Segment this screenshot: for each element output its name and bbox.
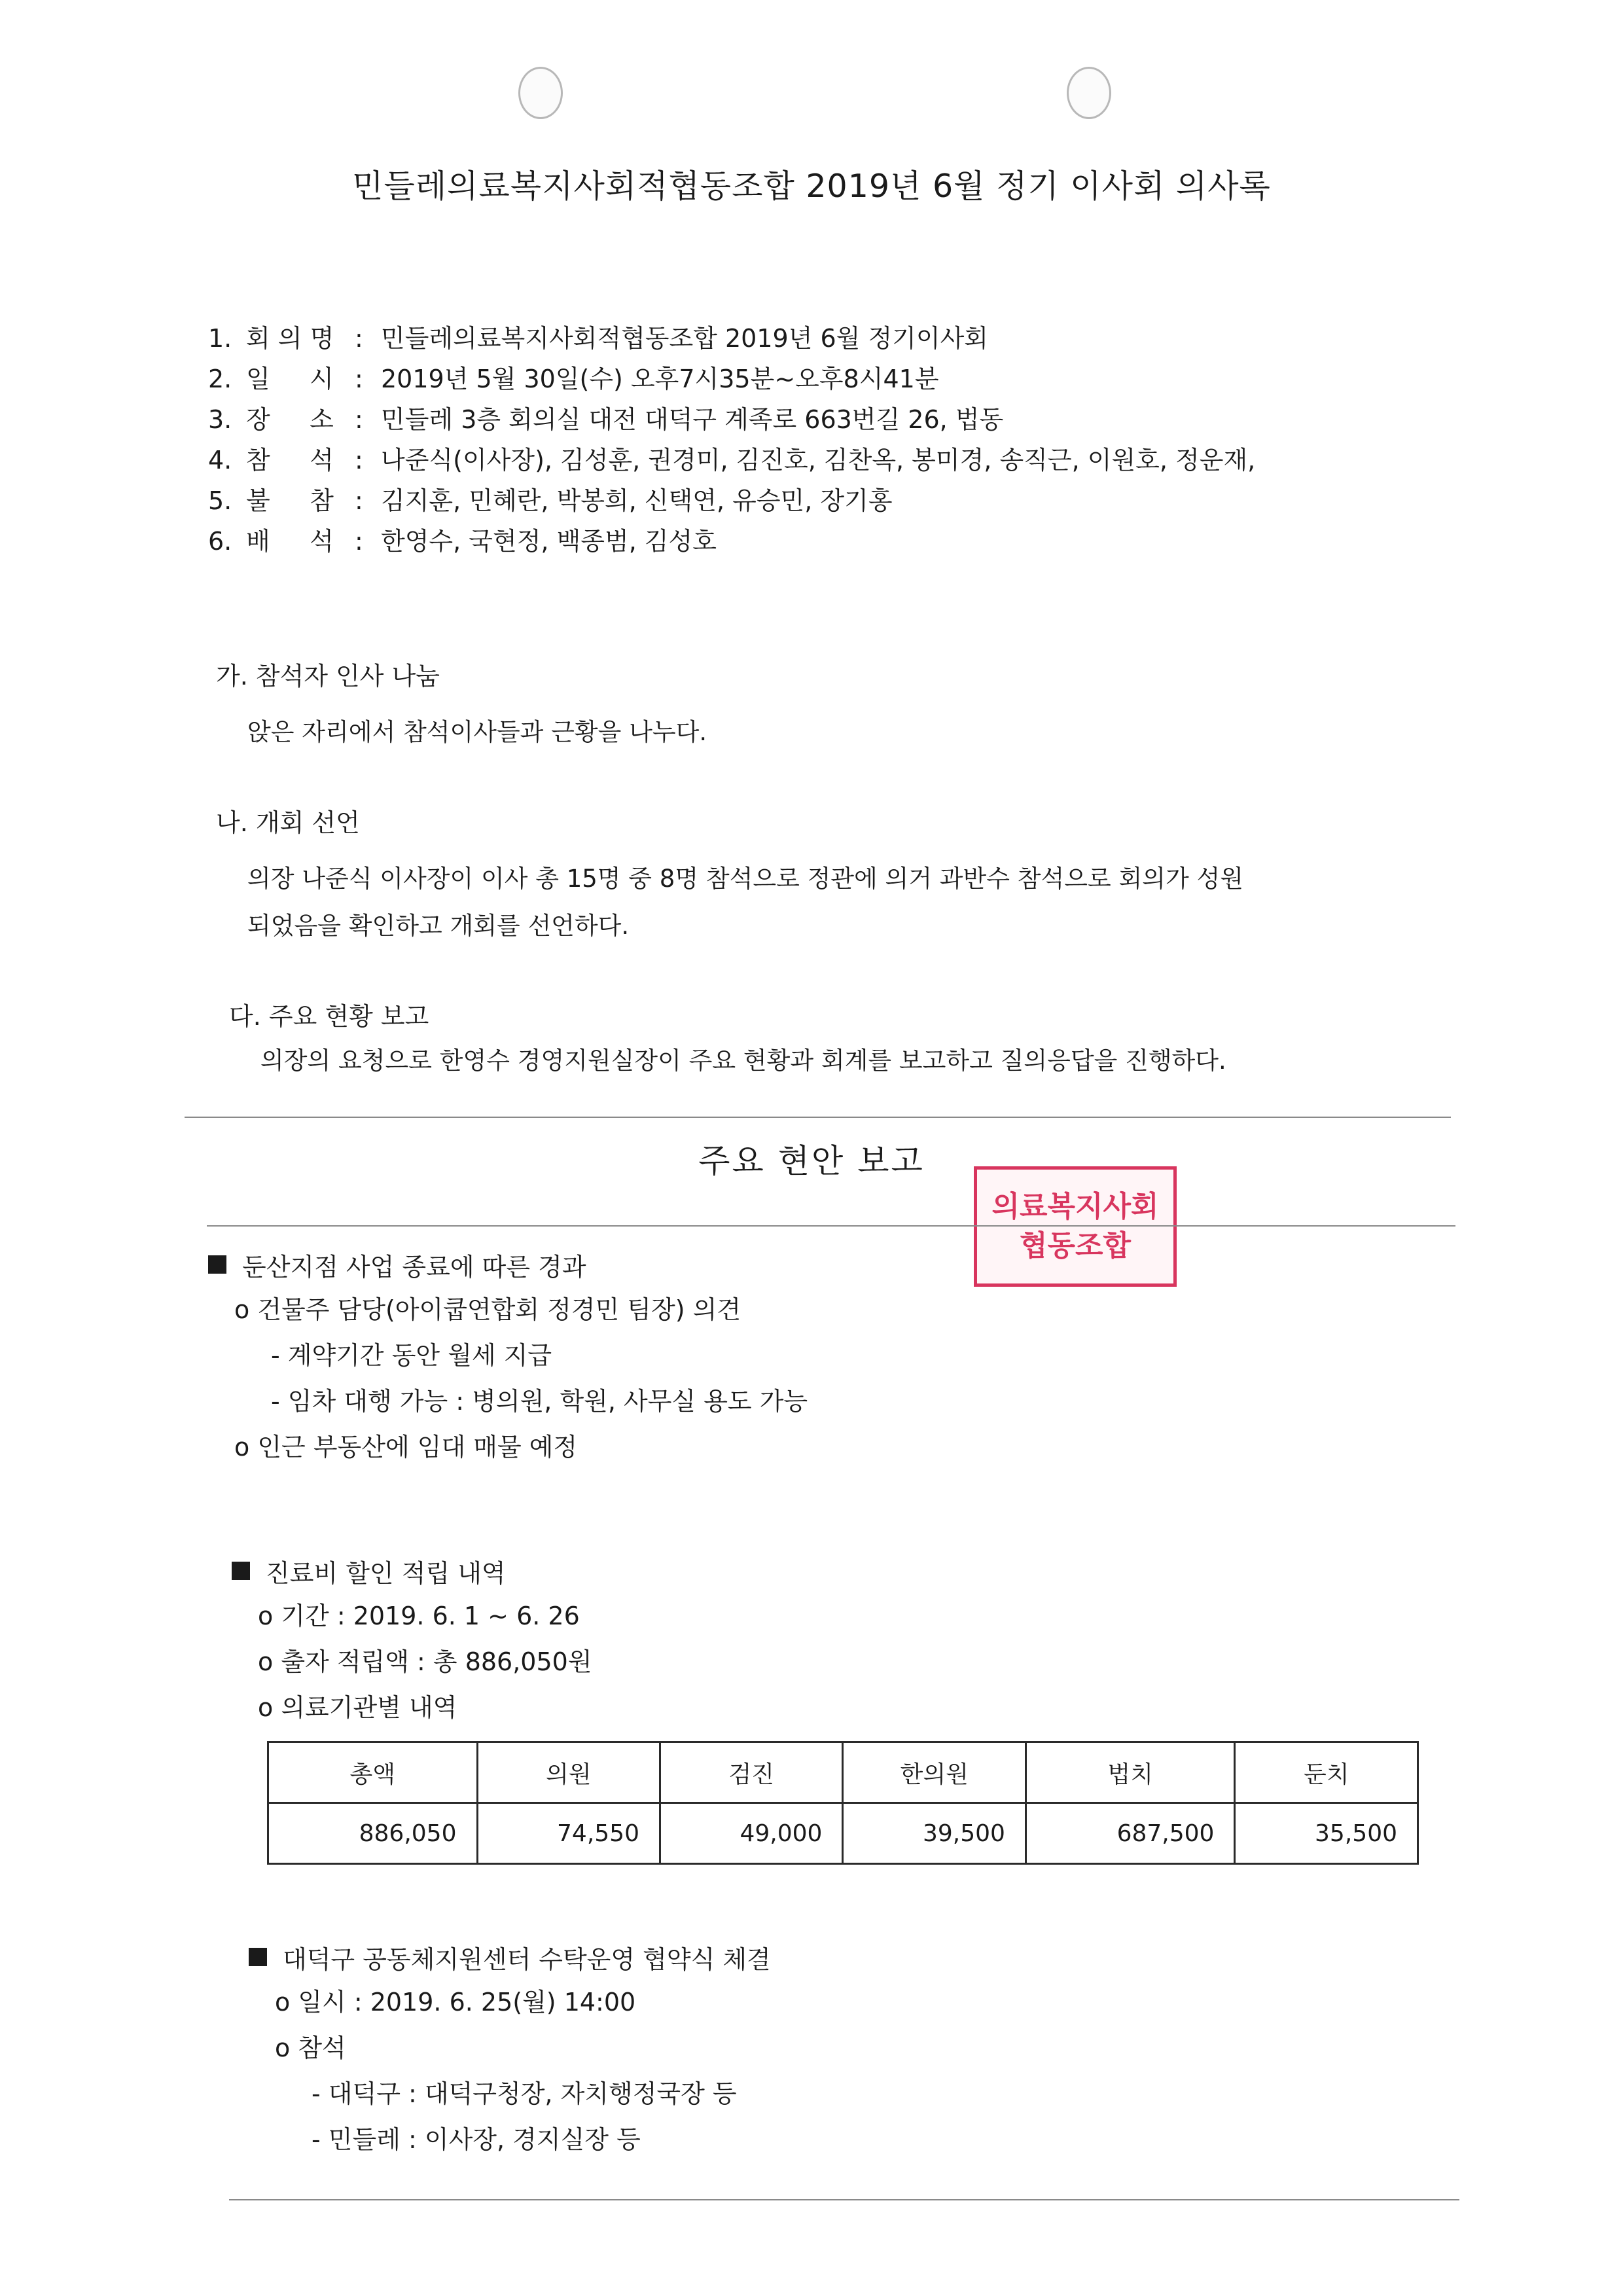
list-item: o 일시 : 2019. 6. 25(월) 14:00 [275, 1987, 636, 2017]
seal-line-top: 의료복지사회 [991, 1190, 1159, 1223]
section-heading: 다. 주요 현황 보고 [229, 1002, 429, 1031]
table-cell: 687,500 [1026, 1803, 1235, 1864]
info-row-absentees [208, 480, 1255, 521]
section-body [216, 855, 1243, 950]
section-body [216, 709, 707, 756]
divider-bottom [229, 2199, 1459, 2200]
info-label: 참 석 [246, 446, 334, 475]
list-item: - 민들레 : 이사장, 경지실장 등 [312, 2125, 641, 2154]
info-value: 한영수, 국현정, 백종범, 김성호 [381, 527, 717, 556]
info-number: 1. [208, 324, 232, 353]
table-header-cell: 한의원 [843, 1742, 1026, 1803]
info-number: 3. [208, 405, 232, 434]
info-number: 4. [208, 446, 232, 475]
table-cell: 886,050 [268, 1803, 478, 1864]
section-paragraph: 의장의 요청으로 한영수 경영지원실장이 주요 현황과 회계를 보고하고 질의응답을 진행하다. [260, 1047, 1226, 1075]
list-item: o 참석 [275, 2033, 346, 2062]
info-label: 회 의 명 [246, 324, 334, 353]
bullet-square-icon [208, 1255, 226, 1274]
punch-hole-right [1067, 67, 1111, 119]
seal-line-bottom: 협동조합 [1019, 1229, 1131, 1263]
block-dunsan-branch [208, 1245, 808, 1467]
document-title: 민들레의료복지사회적협동조합 2019년 6월 정기 이사회 의사록 [352, 168, 1271, 205]
info-separator: : [355, 486, 363, 515]
table-row [268, 1803, 1418, 1864]
info-label: 장 소 [246, 405, 334, 434]
list-item: - 계약기간 동안 월세 지급 [271, 1340, 552, 1370]
block-heading [232, 1551, 592, 1590]
table-header-cell: 검진 [660, 1742, 842, 1803]
block-heading [249, 1937, 771, 1977]
table-cell: 35,500 [1235, 1803, 1418, 1864]
table-header-cell: 의원 [477, 1742, 660, 1803]
info-separator: : [355, 324, 363, 353]
info-number: 2. [208, 365, 232, 393]
bullet-square-icon [232, 1562, 250, 1580]
info-value: 민들레의료복지사회적협동조합 2019년 6월 정기이사회 [381, 324, 988, 353]
info-separator: : [355, 446, 363, 475]
info-value: 김지훈, 민혜란, 박봉희, 신택연, 유승민, 장기홍 [381, 486, 893, 515]
list-item: o 출자 적립액 : 총 886,050원 [258, 1647, 592, 1676]
section-paragraph: 앉은 자리에서 참석이사들과 근황을 나누다. [247, 718, 707, 746]
info-row-observers [208, 521, 1255, 562]
divider-report [207, 1225, 1455, 1227]
section-status-report [229, 996, 1226, 1085]
info-separator: : [355, 365, 363, 393]
table-cell: 39,500 [843, 1803, 1026, 1864]
list-item: o 건물주 담당(아이쿱연합회 정경민 팀장) 의견 [234, 1295, 741, 1324]
section-body [229, 1037, 1226, 1085]
organization-seal-stamp [974, 1166, 1177, 1287]
table-header-cell: 둔치 [1235, 1742, 1418, 1803]
info-separator: : [355, 405, 363, 434]
info-separator: : [355, 527, 363, 556]
bullet-square-icon [249, 1948, 267, 1966]
info-row-datetime [208, 359, 1255, 399]
info-label: 일 시 [246, 365, 334, 393]
info-value: 2019년 5월 30일(수) 오후7시35분~오후8시41분 [381, 365, 939, 393]
table-header-cell: 총액 [268, 1742, 478, 1803]
section-heading: 나. 개회 선언 [216, 808, 360, 837]
table-header-row [268, 1742, 1418, 1803]
section-greetings [216, 656, 707, 756]
list-item: - 대덕구 : 대덕구청장, 자치행정국장 등 [312, 2079, 737, 2108]
block-community-center-agreement [249, 1937, 771, 2160]
info-row-place [208, 399, 1255, 440]
section-heading: 가. 참석자 인사 나눔 [216, 662, 440, 691]
list-item: o 의료기관별 내역 [258, 1693, 457, 1722]
table-header-cell: 법치 [1026, 1742, 1235, 1803]
info-row-attendees [208, 440, 1255, 480]
section-paragraph: 의장 나준식 이사장이 이사 총 15명 중 8명 참석으로 정관에 의거 과반수 참석으로 회의가 성원 [247, 865, 1243, 893]
block-heading-text: 둔산지점 사업 종료에 따른 경과 [242, 1252, 586, 1282]
list-item: o 인근 부동산에 임대 매물 예정 [234, 1432, 578, 1462]
section-opening-declaration [216, 802, 1243, 950]
block-heading [208, 1245, 808, 1284]
section-paragraph: 되었음을 확인하고 개회를 선언하다. [247, 912, 630, 940]
list-item: - 임차 대행 가능 : 병의원, 학원, 사무실 용도 가능 [271, 1386, 808, 1416]
info-number: 6. [208, 527, 232, 556]
info-number: 5. [208, 486, 232, 515]
table-cell: 74,550 [477, 1803, 660, 1864]
report-title: 주요 현안 보고 [698, 1142, 925, 1180]
amount-by-institution-table [267, 1741, 1419, 1865]
list-item: o 기간 : 2019. 6. 1 ~ 6. 26 [258, 1601, 580, 1630]
info-value: 민들레 3층 회의실 대전 대덕구 계족로 663번길 26, 법동 [381, 405, 1004, 434]
block-heading-text: 진료비 할인 적립 내역 [266, 1558, 506, 1588]
block-heading-text: 대덕구 공동체지원센터 수탁운영 협약식 체결 [283, 1945, 771, 1974]
info-value: 나준식(이사장), 김성훈, 권경미, 김진호, 김찬옥, 봉미경, 송직근, 이원호, 정운재, [381, 446, 1256, 475]
block-discount-savings [232, 1551, 592, 1728]
punch-hole-left [518, 67, 563, 119]
info-label: 불 참 [246, 486, 334, 515]
info-row-meeting-name [208, 318, 1255, 359]
meeting-info-list [208, 318, 1255, 562]
info-label: 배 석 [246, 527, 334, 556]
table-cell: 49,000 [660, 1803, 842, 1864]
divider-top [185, 1117, 1451, 1118]
